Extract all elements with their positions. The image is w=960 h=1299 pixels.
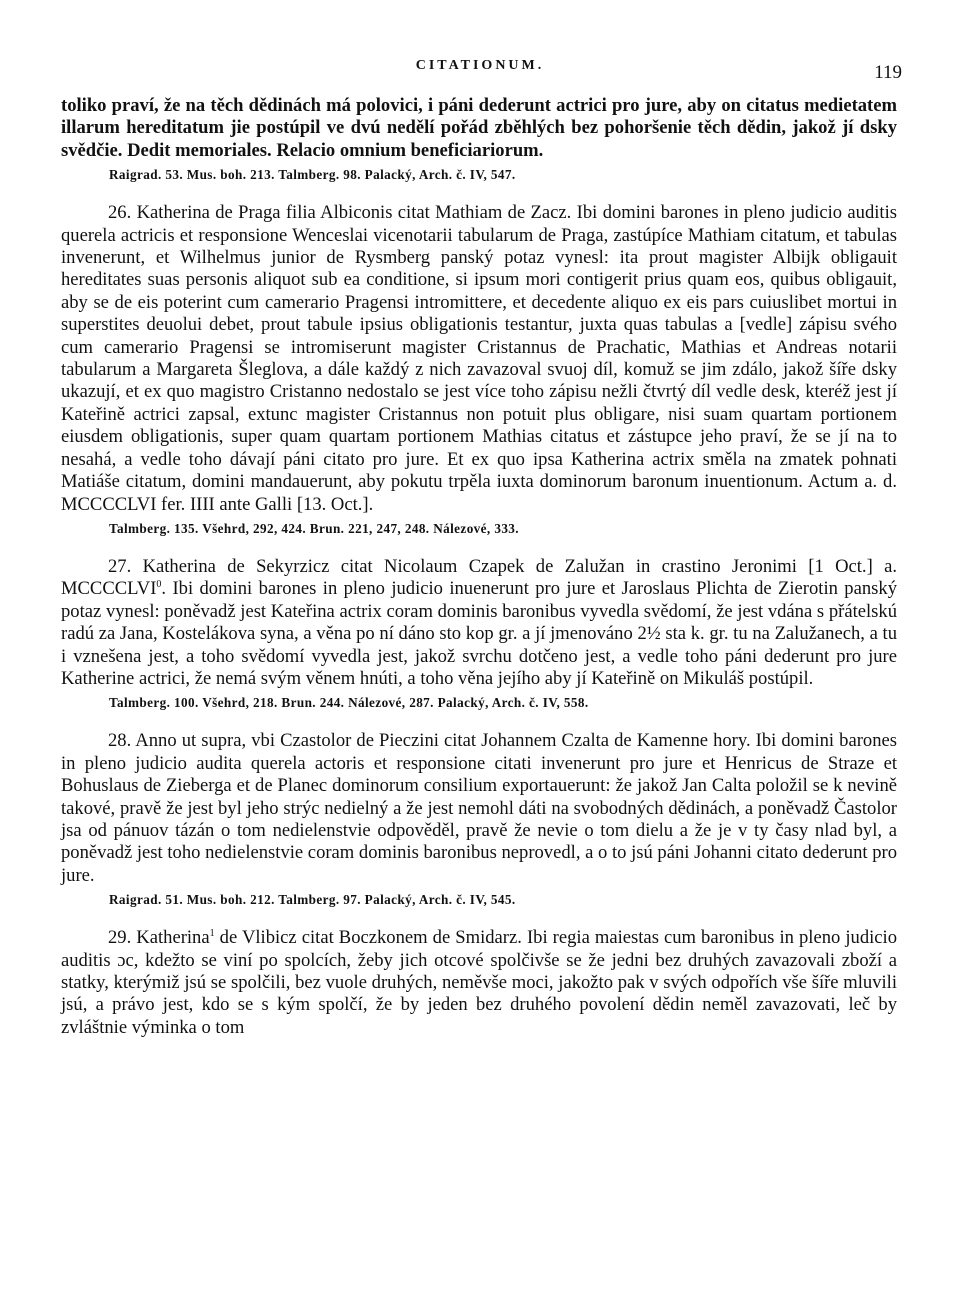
- running-head: CITATIONUM.: [415, 58, 545, 73]
- entry-29-paragraph: [61, 927, 897, 1039]
- paragraph-gap: [61, 538, 897, 556]
- body-text: [61, 95, 897, 1039]
- entry-27-paragraph: [61, 556, 897, 690]
- entry-26-paragraph: 26. Katherina de Praga filia Albiconis citat Mathiam de Zacz. Ibi domini barones in pleno judicio auditis querela actricis et responsione Wenceslai vicenotarii tabularum de Praga, zastúpíce Mathiam citatum, et tabulas invenerunt, et Wilhelmus junior de Rysmberg panský potaz vynesl: ita prout magister Albijk obligauit hereditates suas personis aliquot sub ea conditione, si ipsum mori contigerit prius quam eos, quibus obligauit, aby se de eis poterint cum camerario Pragensi intromittere, et decedente aliquo ex eis pars cuiuslibet mortui in superstites deuolui debet, prout tabule ipsius obligationis testantur, juxta quas tabulas a [vedle] zápisu svého cum camerario Pragensi se intromiserunt magister Cristannus de Prachatic, Mathias et Andreas notarii tabularum a Margareta Šleglova, a dále každý z nich zavazoval svuoj díl, komuž se jim zdálo, jakož šíře dsky ukazují, et ex quo magistro Cristanno nedostalo se jest více toho zápisu nežli čtvrtý díl vedle desk, kteréž jest jí Kateřině actrici zapsal, extunc magister Cristannus non potuit plus obligare, nisi suam quartam portionem eiusdem obligationis, super quam quartam portionem Mathias citatus et zástupce jeho praví, že se jí na to nesahá, a vedle toho dávají páni citato pro jure. Et ex quo ipsa Katherina actrix směla na zmatek pohnati Matiáše citatum, domini mandauerunt, aby pokutu trpěla iuxta dominorum baronum inuentionum. Actum a. d. MCCCCLVI fer. IIII ante Galli [13. Oct.].: [61, 202, 897, 515]
- citation-line: Raigrad. 51. Mus. boh. 212. Talmberg. 97. Palacký, Arch. č. IV, 545.: [109, 892, 516, 908]
- citation-line: Raigrad. 53. Mus. boh. 213. Talmberg. 98. Palacký, Arch. č. IV, 547.: [109, 167, 516, 183]
- continuation-paragraph: toliko praví, že na těch dědinách má polovici, i páni dederunt actrici pro jure, aby on citatus medietatem illarum hereditatum jie postúpil ve dvú nedělí pořád zběhlých bez pohoršenie těch dědin, jakož jí dsky svědčie. Dedit memoriales. Relacio omnium beneficiariorum.: [61, 95, 897, 161]
- entry-29-text-a: 29. Katherina: [108, 927, 210, 949]
- entry-27-text-a: 27. Katherina de Sekyrzicz citat Nicolaum Czapek de Zalužan in crastino Jeronimi [1 Oct.] a. MCCCCLVI: [61, 555, 897, 600]
- entry-28-paragraph: 28. Anno ut supra, vbi Czastolor de Pieczini citat Johannem Czalta de Kamenne hory. Ibi domini barones in pleno judicio audita querela actoris et responsione citati invenerunt pro jure et Henricus de Straze et Bohuslaus de Zieberga et de Planec dominorum consilium exportauerunt: že jakož Jan Calta položil se k nevině takové, pravě že jest byl jeho strýc nedielný a že jest nemohl dáti na svobodných dědinách, a poněvadž Častolor jsa od pánuov tázán o tom nedielenstvie odpověděl, pravě že nevie o tom dielu a že je v ty časy nlad byl, a poněvadž jest toho nedielenstvie coram dominis baronibus neprovedl, a o to jsú páni Johanni citato dederunt pro jure.: [61, 730, 898, 886]
- paragraph-gap: [61, 712, 897, 730]
- entry-29-text-b: de Vlibicz citat Boczkonem de Smidarz. Ibi regia maiestas cum baronibus in pleno judicio auditis ɔc, kdežto se viní po spolcích, žeby jich otcové spolčivše se že jedni bez druhých zavazovali zboží a statky, kterýmiž jsú se spolčili, bez vuole druhých, neměvše moci, jakožto pak v svých odpořích vše šíře mluvili jsú, a právo jest, kdo se s kým spolčí, že by jeden bez druhého povolení dědin neměl zavazovati, leč by zvláštnie výminka o tom: [61, 927, 897, 1038]
- page-number: 119: [874, 62, 902, 83]
- paragraph-gap: [61, 909, 897, 927]
- footnote-marker: 1: [209, 928, 215, 939]
- paragraph-gap: [61, 184, 897, 202]
- citation-line: Talmberg. 100. Všehrd, 218. Brun. 244. Nálezové, 287. Palacký, Arch. č. IV, 558.: [109, 695, 589, 711]
- superscript: 0: [156, 579, 162, 591]
- entry-27-text-b: . Ibi domini barones in pleno judicio inuenerunt pro jure et Jaroslaus Plichta de Zierotin panský potaz vynesl: poněvadž jest Kateřina actrix coram dominis baronibus vyvedla svědomí, že jest vdána s přátelskú radú za Jana, Kostelákova syna, a věna po ní dáno sto kop gr. a jí jmenováno 2½ sta k. gr. tu na Zalužanech, a tu i vznešena jest, a toho svědomí vyvedla jest, jakož svrchu dotčeno jest, a vedle toho páni dederunt pro jure Katherine actrici, že nemá svým věnem hnúti, a toho věna jejího aby jí Kateřině on Mikuláš postúpil.: [61, 578, 897, 689]
- citation-line: Talmberg. 135. Všehrd, 292, 424. Brun. 221, 247, 248. Nálezové, 333.: [109, 520, 520, 536]
